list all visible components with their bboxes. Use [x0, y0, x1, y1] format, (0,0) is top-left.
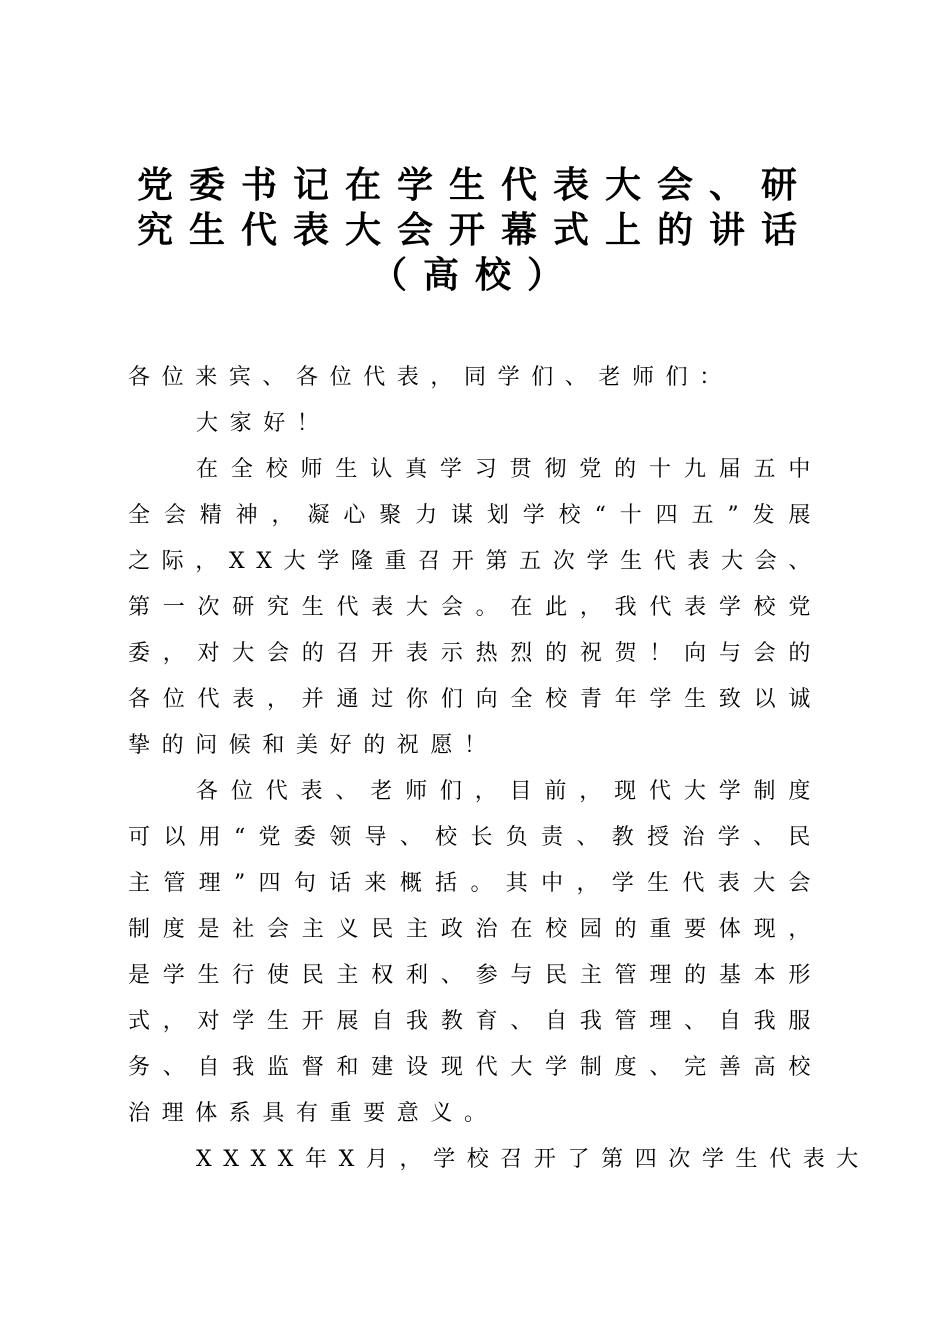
paragraph-line: 各位代表、老师们，目前，现代大学制度	[196, 779, 822, 804]
title-line: 党委书记在学生代表大会、研	[136, 165, 813, 206]
paragraph-line: 各位代表，并通过你们向全校青年学生致以诚	[128, 687, 822, 712]
title-line: （高校）	[370, 255, 579, 296]
salutation: 各位来宾、各位代表，同学们、老师们：	[128, 365, 733, 390]
paragraph-line: 挚的问候和美好的祝愿！	[128, 733, 498, 758]
paragraph	[128, 769, 822, 1137]
paragraph-line: 之际，XX大学隆重召开第五次学生代表大会、	[128, 549, 822, 574]
paragraph-line: 式，对学生开展自我教育、自我管理、自我服	[128, 1009, 822, 1034]
greeting: 大家好！	[196, 411, 331, 436]
paragraph-line: 第一次研究生代表大会。在此，我代表学校党	[128, 595, 822, 620]
paragraph-line: 可以用“党委领导、校长负责、教授治学、民	[128, 825, 822, 850]
paragraph-line: 委，对大会的召开表示热烈的祝贺！向与会的	[128, 641, 822, 666]
paragraph	[128, 447, 822, 769]
paragraph	[128, 1137, 870, 1183]
document-title	[128, 163, 822, 298]
document-body	[128, 355, 870, 1183]
paragraph-line: 制度是社会主义民主政治在校园的重要体现，	[128, 917, 822, 942]
paragraph-line: XXXX年X月，学校召开了第四次学生代表大	[196, 1147, 870, 1172]
paragraph-line: 主管理”四句话来概括。其中，学生代表大会	[128, 871, 822, 896]
paragraph-line: 全会精神，凝心聚力谋划学校“十四五”发展	[128, 503, 822, 528]
title-line: 究生代表大会开幕式上的讲话	[136, 210, 813, 251]
paragraph-line: 是学生行使民主权利、参与民主管理的基本形	[128, 963, 822, 988]
paragraph-line: 治理体系具有重要意义。	[128, 1101, 498, 1126]
paragraph-line: 务、自我监督和建设现代大学制度、完善高校	[128, 1055, 822, 1080]
paragraph-line: 在全校师生认真学习贯彻党的十九届五中	[196, 457, 822, 482]
